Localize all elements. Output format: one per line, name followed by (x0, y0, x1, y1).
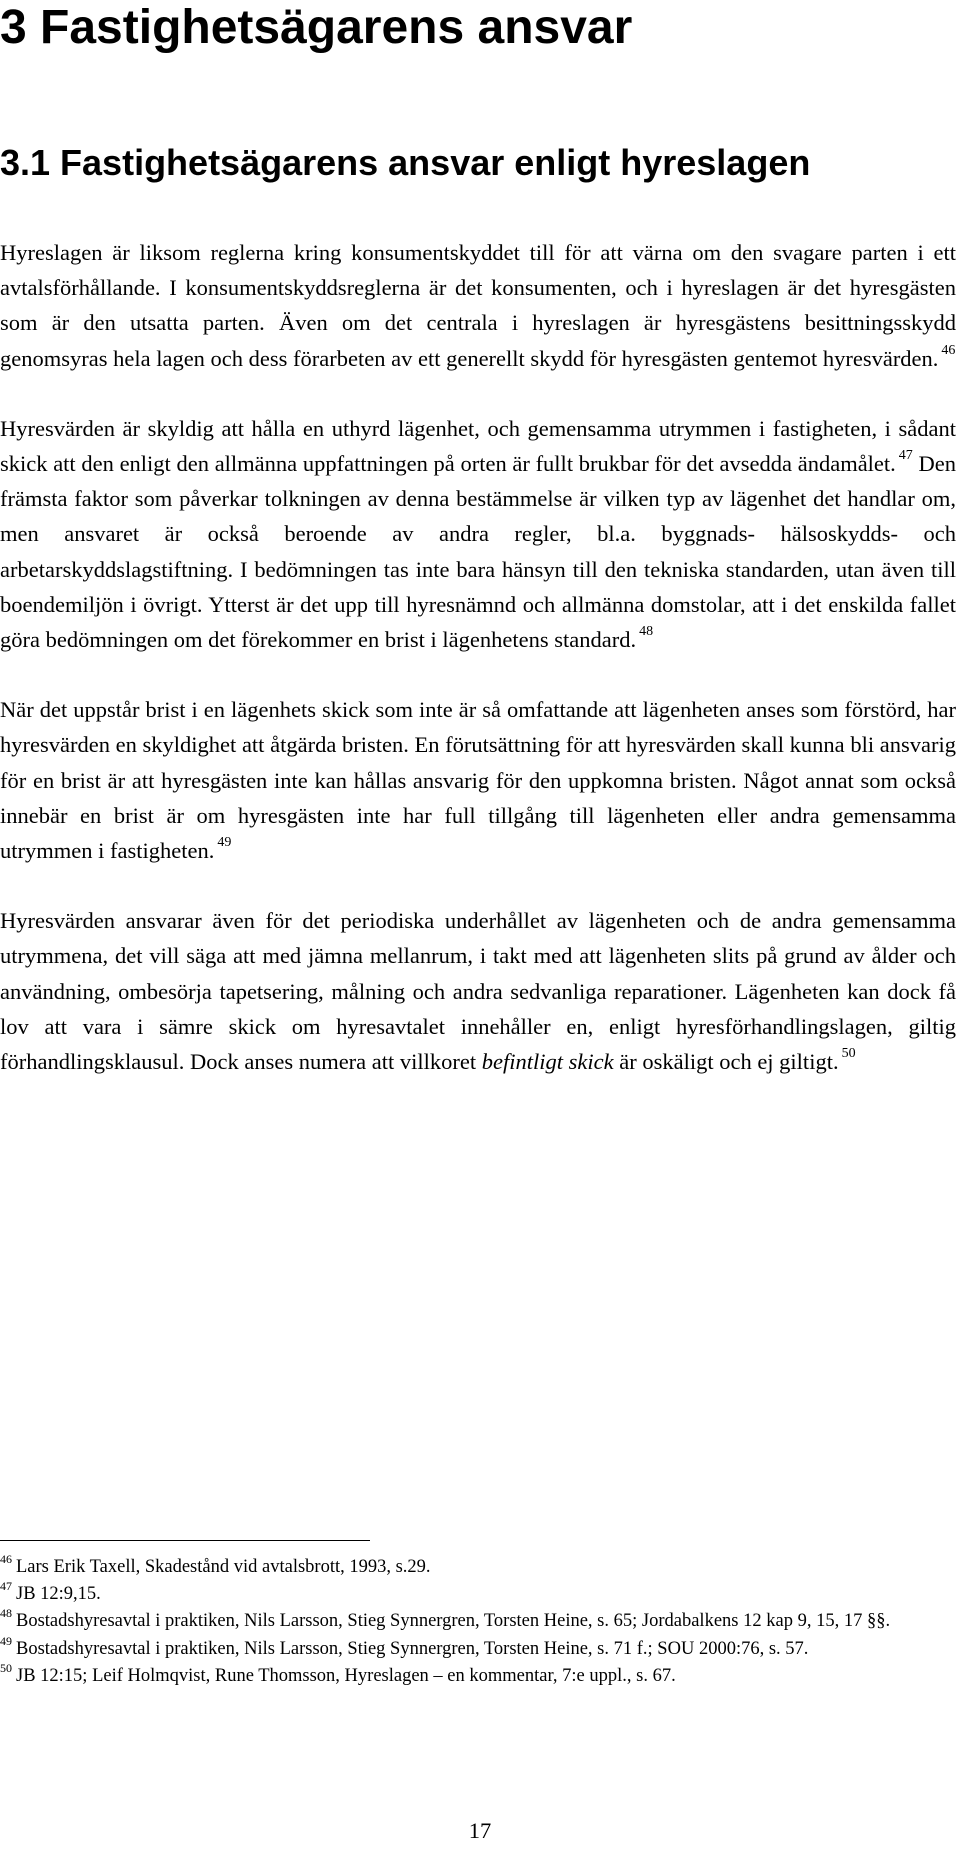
paragraph-1 (0, 235, 956, 376)
footnote-number: 48 (0, 1606, 12, 1621)
paragraph-text: är oskäligt och ej giltigt. (619, 1049, 839, 1075)
chapter-heading: 3 Fastighetsägarens ansvar (0, 1, 633, 54)
footnote-text: Bostadshyresavtal i praktiken, Nils Larsson, Stieg Synnergren, Torsten Heine, s. 71 f.; SOU 2000:76, s. 57. (16, 1638, 809, 1659)
footnote-text: JB 12:15; Leif Holmqvist, Rune Thomsson, Hyreslagen – en kommentar, 7:e uppl., s. 67. (16, 1665, 676, 1686)
footnote-separator (0, 1540, 370, 1541)
footnote-48 (0, 1608, 956, 1635)
paragraph-text: Hyresvärden är skyldig att hålla en uthyrd lägenhet, och gemensamma utrymmen i fastigheten, i sådant skick att den enligt den allmänna uppfattningen på orten är fullt brukbar för det avsedda ändamålet. (0, 415, 956, 477)
paragraph-text: Hyresvärden ansvarar även för det periodiska underhållet av lägenheten och de andra gemensamma utrymmena, det vill säga att med jämna mellanrum, i takt med att lägenheten slits på grund av ålder och användning, ombesörja tapetsering, målning och andra sedvanliga reparationer. Lägenheten kan dock få lov att vara i sämre skick om hyresavtalet innehåller en, enligt hyresförhandlingslagen, giltig förhandlingsklausul. Dock anses numera att villkoret (0, 908, 956, 1075)
footnote-reference: 49 (217, 835, 232, 851)
footnote-number: 50 (0, 1660, 12, 1675)
footnote-reference: 47 (898, 448, 913, 464)
footnote-number: 46 (0, 1552, 12, 1566)
footnote-50 (0, 1660, 956, 1690)
paragraph-text: Den främsta faktor som påverkar tolkningen av denna bestämmelse är vilken typ av lägenhet det handlar om, men ansvaret är också beroende av andra regler, bl.a. byggnads- hälsoskydds- och arbetarskyddslagstiftning. I bedömningen tas inte bara hänsyn till den tekniska standarden, utan även till boendemiljön i övrigt. Ytterst är det upp till hyresnämnd och allmänna domstolar, att i det enskilda fallet göra bedömningen om det förekommer en brist i lägenhetens standard. (0, 451, 956, 653)
page-number: 17 (468, 1818, 492, 1843)
footnote-text: JB 12:9,15. (16, 1584, 101, 1605)
paragraph-text: När det uppstår brist i en lägenhets skick som inte är så omfattande att lägenheten anses som förstörd, har hyresvärden en skyldighet att åtgärda bristen. En förutsättning för att hyresvärden skall kunna bli ansvarig för en brist är att hyresgästen inte kan hållas ansvarig för den uppkomna bristen. Något annat som också innebär en brist är om hyresgästen inte har full tillgång till lägenheten eller andra gemensamma utrymmen i fastigheten. (0, 697, 956, 864)
footnote-text: Lars Erik Taxell, Skadestånd vid avtalsbrott, 1993, s.29. (16, 1557, 431, 1577)
paragraph-4 (0, 903, 956, 1079)
footnote-reference: 46 (941, 342, 956, 358)
paragraph-text: Hyreslagen är liksom reglerna kring konsumentskyddet till för att värna om den svagare parten i ett avtalsförhållande. I konsumentskyddsreglerna är det konsumenten, och i hyreslagen är det hyresgästen som är den utsatta parten. Även om det centrala i hyreslagen är hyresgästens besittningsskydd genomsyras hela lagen och dess förarbeten av ett generellt skydd för hyresgästen gentemot hyresvärden. (0, 240, 956, 371)
section-heading: 3.1 Fastighetsägarens ansvar enligt hyreslagen (0, 142, 811, 183)
paragraph-3 (0, 692, 956, 868)
paragraph-2 (0, 411, 956, 657)
footnote-reference: 48 (639, 624, 654, 640)
footnote-49 (0, 1633, 956, 1663)
footnote-number: 47 (0, 1579, 12, 1594)
italic-term: befintligt skick (481, 1049, 614, 1075)
footnote-46 (0, 1554, 956, 1581)
footnote-47 (0, 1581, 956, 1608)
footnote-number: 49 (0, 1633, 12, 1648)
footnote-text: Bostadshyresavtal i praktiken, Nils Larsson, Stieg Synnergren, Torsten Heine, s. 65; Jordabalkens 12 kap 9, 15, 17 §§. (16, 1611, 891, 1632)
footnote-reference: 50 (841, 1046, 856, 1062)
footnotes-section (0, 1540, 956, 1690)
